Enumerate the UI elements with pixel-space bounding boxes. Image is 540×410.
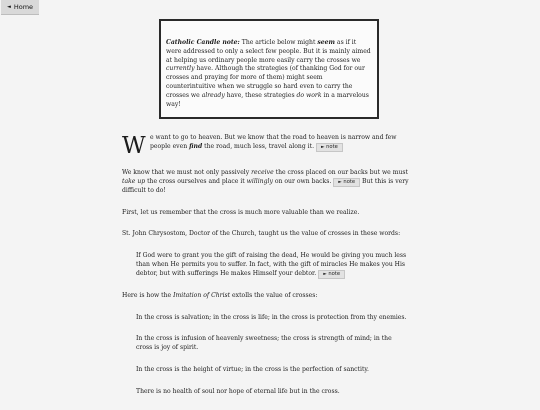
article-paragraph — [122, 292, 418, 301]
block-quote: In the cross is infusion of heavenly sweetness; the cross is strength of mind; in the cross is joy of spirit. — [136, 335, 392, 352]
paragraph-text: extolls the value of crosses: — [230, 291, 318, 299]
notice-emphasis: seem — [317, 39, 335, 46]
paragraph-emphasis: find — [189, 142, 203, 150]
paragraph-emphasis: receive — [251, 169, 274, 176]
editor-notice-box — [159, 19, 379, 119]
notice-label: Catholic Candle note: — [166, 39, 240, 46]
notice-emphasis: do work — [296, 91, 322, 99]
notice-text: The article below might — [239, 39, 318, 46]
paragraph-text: e want to go to heaven. But we know that the road to heaven is narrow and few people even — [150, 134, 397, 150]
play-arrow-icon: ► — [321, 144, 325, 150]
paragraph-text: Here is how the — [122, 291, 174, 299]
paragraph-text: the cross placed on our backs but we must — [273, 169, 408, 176]
paragraph-emphasis: take up — [122, 177, 146, 185]
paragraph-text: on our own backs. — [272, 177, 332, 185]
article-paragraph — [122, 169, 418, 196]
notice-text: have. Although the strategies (of thanking God for our crosses and praying for more of them) might seem counterintuitive when we struggle so hard even to carry the crosses we — [166, 65, 365, 99]
book-title: Imitation of Christ — [173, 291, 231, 299]
notice-text: in a marvelous way! — [166, 91, 369, 108]
article-paragraph: St. John Chrysostom, Doctor of the Church, taught us the value of crosses in these words: — [122, 230, 401, 238]
article-paragraph — [122, 133, 418, 159]
notice-emphasis: already — [201, 91, 225, 99]
footnote-button-label: note — [328, 270, 341, 277]
paragraph-text: the cross ourselves and place it — [145, 177, 247, 185]
article-paragraph: First, let us remember that the cross is much more valuable than we realize. — [122, 208, 360, 216]
play-arrow-icon: ► — [323, 271, 327, 277]
home-button[interactable] — [1, 0, 39, 15]
article-body — [122, 134, 418, 410]
home-button-label: Home — [13, 3, 34, 11]
block-quote — [122, 252, 418, 279]
footnote-button-label: note — [343, 178, 356, 185]
paragraph-emphasis: willingly — [246, 177, 273, 185]
footnote-button-label: note — [326, 143, 338, 150]
play-arrow-icon: ► — [338, 179, 342, 185]
notice-text: have, these strategies — [224, 91, 297, 99]
paragraph-text: the road, much less, travel along it. — [202, 142, 315, 150]
footnote-button[interactable] — [316, 143, 343, 152]
drop-cap: W — [122, 133, 146, 159]
paragraph-text: But this is very difficult to do! — [122, 177, 409, 194]
block-quote: In the cross is the height of virtue; in the cross is the perfection of sanctity. — [136, 365, 369, 373]
notice-emphasis: currently — [166, 65, 195, 73]
left-arrow-icon: ◄ — [6, 4, 11, 10]
notice-text: as if it were addressed to only a select few people. But it is mainly aimed at helping us ordinary people more easily carry the crosses we — [166, 39, 371, 64]
block-quote: There is no health of soul nor hope of eternal life but in the cross. — [136, 387, 340, 395]
paragraph-text: We know that we must not only passively — [122, 169, 252, 176]
footnote-button[interactable] — [333, 178, 360, 187]
block-quote: In the cross is salvation; in the cross is life; in the cross is protection from thy enemies. — [136, 313, 407, 321]
quote-text: If God were to grant you the gift of raising the dead, He would be giving you much less than when He permits you to suffer. In fact, with the gift of miracles He makes you His debtor, but with sufferings He makes Himself your debtor. — [136, 252, 407, 277]
footnote-button[interactable] — [318, 270, 345, 279]
